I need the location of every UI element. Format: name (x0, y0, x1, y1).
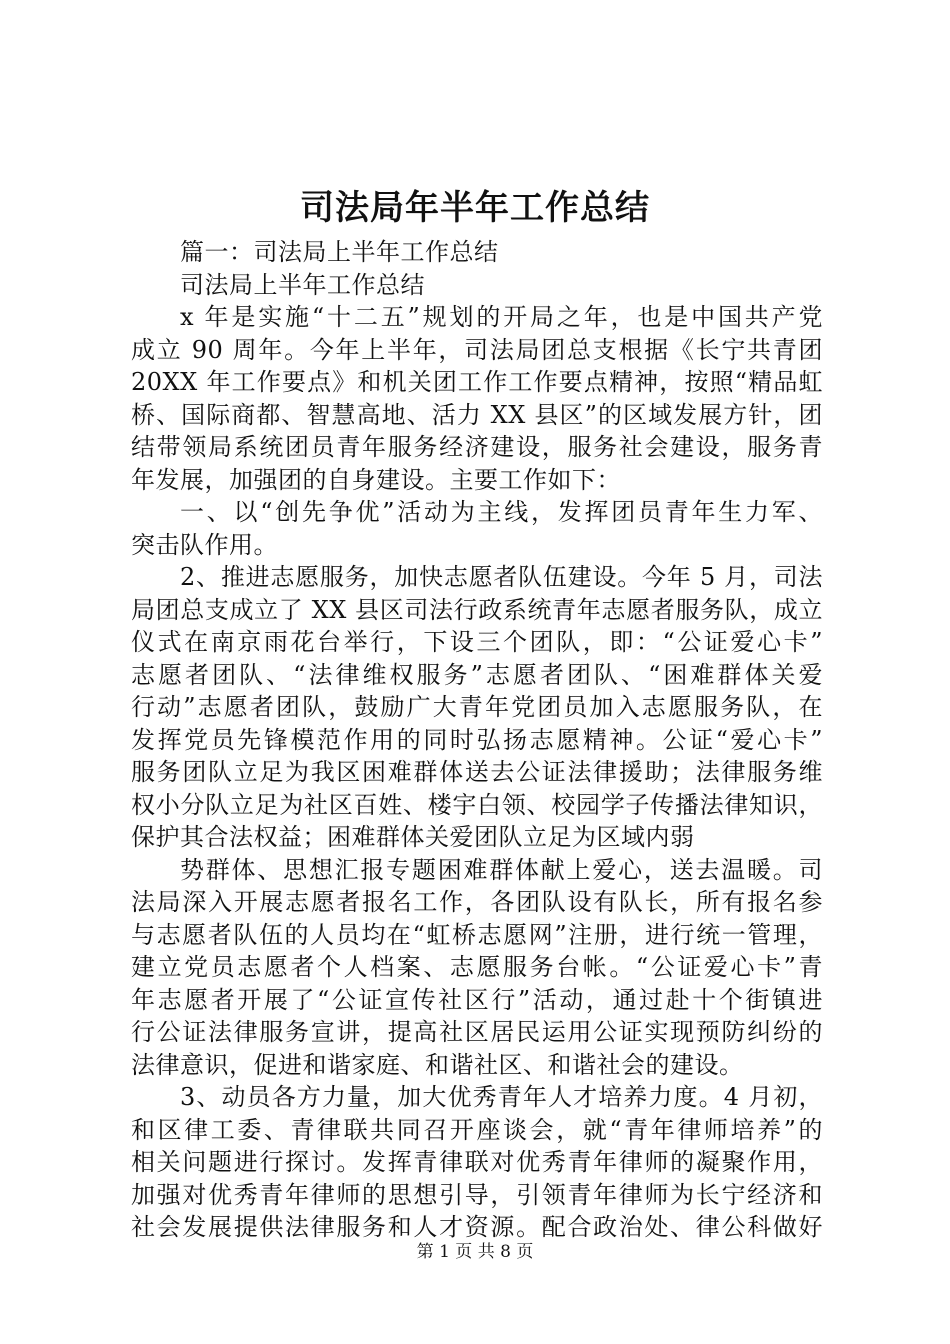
page-footer: 第 1 页 共 8 页 (416, 1242, 534, 1262)
text-line: 结带领局系统团员青年服务经济建设，服务社会建设，服务青 (131, 433, 823, 461)
text-line: 年志愿者开展了“公证宣传社区行”活动，通过赴十个街镇进 (131, 985, 823, 1014)
text-line: 加强对优秀青年律师的思想引导，引领青年律师为长宁经济和 (131, 1180, 823, 1209)
text-line: 服务团队立足为我区困难群体送去公证法律援助；法律服务维 (131, 758, 823, 786)
text-line: 和区律工委、青律联共同召开座谈会，就“青年律师培养”的 (131, 1115, 823, 1144)
text-line: 3、动员各方力量，加大优秀青年人才培养力度。4 月初， (180, 1083, 823, 1111)
text-line: 成立 90 周年。今年上半年，司法局团总支根据《长宁共青团 (131, 335, 823, 364)
text-line: 相关问题进行探讨。发挥青律联对优秀青年律师的凝聚作用， (131, 1148, 823, 1176)
text-line: 仪式在南京雨花台举行，下设三个团队，即：“公证爱心卡” (131, 628, 823, 656)
text-line: x 年是实施“十二五”规划的开局之年，也是中国共产党 (180, 303, 823, 331)
text-line: 行动”志愿者团队，鼓励广大青年党团员加入志愿服务队，在 (131, 693, 823, 721)
text-line: 法局深入开展志愿者报名工作，各团队设有队长，所有报名参 (131, 888, 823, 916)
text-line: 桥、国际商都、智慧高地、活力 XX 县区”的区域发展方针，团 (131, 400, 823, 429)
text-line: 法律意识，促进和谐家庭、和谐社区、和谐社会的建设。 (131, 1050, 744, 1079)
text-line: 2、推进志愿服务，加快志愿者队伍建设。今年 5 月，司法 (180, 563, 823, 591)
text-line: 与志愿者队伍的人员均在“虹桥志愿网”注册，进行统一管理， (131, 920, 823, 949)
text-line: 社会发展提供法律服务和人才资源。配合政治处、律公科做好 (131, 1213, 823, 1241)
text-line: 建立党员志愿者个人档案、志愿服务台帐。“公证爱心卡”青 (131, 953, 823, 981)
document-title: 司法局年半年工作总结 (300, 188, 650, 228)
text-line: 突击队作用。 (131, 530, 278, 559)
text-line: 一、以“创先争优”活动为主线，发挥团员青年生力军、 (180, 498, 823, 526)
text-line: 权小分队立足为社区百姓、楼宇白领、校园学子传播法律知识， (131, 790, 823, 819)
text-line: 保护其合法权益；困难群体关爱团队立足为区域内弱 (131, 823, 695, 851)
text-line: 篇一：司法局上半年工作总结 (180, 238, 499, 266)
text-line: 势群体、思想汇报专题困难群体献上爱心，送去温暖。司 (180, 855, 823, 884)
text-line: 行公证法律服务宣讲，提高社区居民运用公证实现预防纠纷的 (131, 1018, 823, 1046)
text-line: 局团总支成立了 XX 县区司法行政系统青年志愿者服务队，成立 (131, 595, 823, 624)
text-line: 司法局上半年工作总结 (180, 270, 425, 299)
document-body (131, 236, 823, 1244)
text-line: 年发展，加强团的自身建设。主要工作如下： (131, 465, 621, 494)
text-line: 志愿者团队、“法律维权服务”志愿者团队、“困难群体关爱 (131, 660, 823, 689)
text-line: 发挥党员先锋模范作用的同时弘扬志愿精神。公证“爱心卡” (131, 725, 823, 754)
text-line: 20XX 年工作要点》和机关团工作工作要点精神，按照“精品虹 (131, 368, 823, 396)
